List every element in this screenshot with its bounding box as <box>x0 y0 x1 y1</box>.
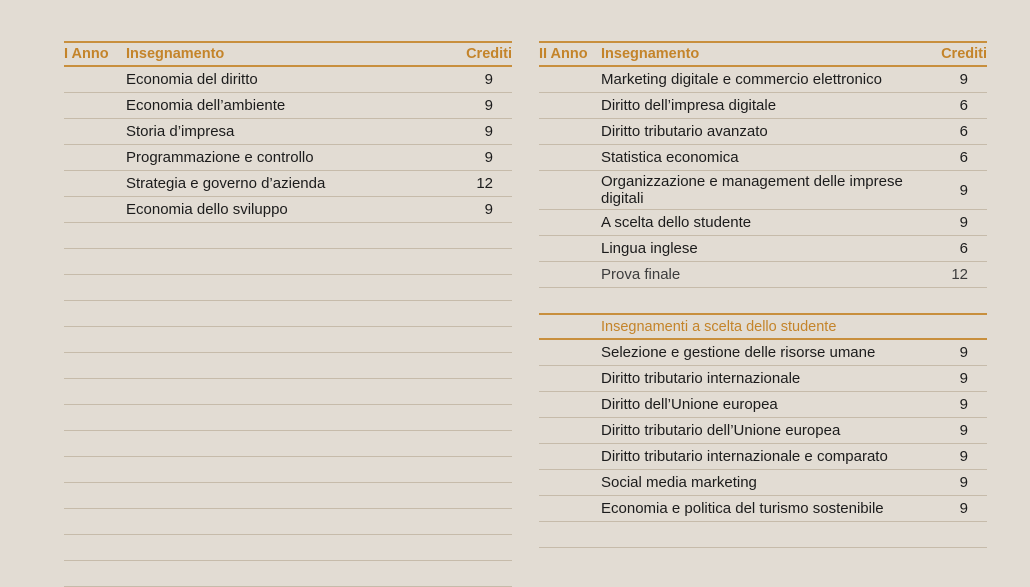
empty-row <box>64 249 512 275</box>
course-credits: 9 <box>484 71 493 88</box>
empty-row <box>64 223 512 249</box>
course-name: Statistica economica <box>601 149 739 166</box>
table-row <box>539 340 987 366</box>
course-name: Strategia e governo d’azienda <box>126 175 326 192</box>
course-credits: 9 <box>959 396 968 413</box>
empty-row <box>64 535 512 561</box>
course-name: Programmazione e controllo <box>126 149 314 166</box>
electives-title: Insegnamenti a scelta dello studente <box>601 318 837 335</box>
course-header: Insegnamento <box>601 46 700 62</box>
course-name: Diritto tributario internazionale <box>601 370 801 387</box>
table-row <box>64 93 512 119</box>
course-credits: 9 <box>484 123 493 140</box>
empty-row <box>64 509 512 535</box>
table-row <box>539 171 987 210</box>
course-name: Prova finale <box>601 266 681 283</box>
year-label: II Anno <box>539 46 588 62</box>
first-year-table <box>64 41 512 587</box>
year-label: I Anno <box>64 46 109 62</box>
table-row <box>539 366 987 392</box>
course-credits: 6 <box>959 123 968 140</box>
course-credits: 9 <box>484 201 493 218</box>
empty-row <box>64 327 512 353</box>
course-credits: 9 <box>959 448 968 465</box>
course-name: Economia dell’ambiente <box>126 97 286 114</box>
empty-row <box>64 379 512 405</box>
empty-row <box>64 561 512 587</box>
empty-row <box>64 431 512 457</box>
course-credits: 6 <box>959 149 968 166</box>
credits-header: Crediti <box>941 46 987 62</box>
empty-row <box>64 457 512 483</box>
table-row <box>64 197 512 223</box>
course-credits: 9 <box>959 344 968 361</box>
table-row <box>539 210 987 236</box>
course-name: Economia del diritto <box>126 71 258 88</box>
table-row <box>539 392 987 418</box>
table-row <box>539 93 987 119</box>
table-row <box>539 418 987 444</box>
electives-header <box>539 313 987 340</box>
course-credits: 12 <box>951 266 968 283</box>
course-credits: 9 <box>959 500 968 517</box>
course-name: Economia e politica del turismo sostenibile <box>601 500 884 517</box>
empty-row <box>64 353 512 379</box>
table-row <box>539 145 987 171</box>
table-row <box>64 171 512 197</box>
course-name: Organizzazione e management delle imprese digitali <box>601 173 903 207</box>
course-credits: 6 <box>959 240 968 257</box>
empty-row <box>64 405 512 431</box>
course-name: Social media marketing <box>601 474 757 491</box>
empty-row <box>539 522 987 548</box>
table-row <box>539 67 987 93</box>
course-credits: 9 <box>959 181 968 199</box>
course-name: Storia d’impresa <box>126 123 235 140</box>
course-credits: 9 <box>484 97 493 114</box>
course-name: Diritto tributario avanzato <box>601 123 768 140</box>
first-year-header <box>64 41 512 67</box>
course-credits: 6 <box>959 97 968 114</box>
course-credits: 9 <box>959 214 968 231</box>
course-name: Diritto dell’impresa digitale <box>601 97 777 114</box>
table-row <box>539 496 987 522</box>
course-name: Diritto tributario dell’Unione europea <box>601 422 841 439</box>
table-row <box>539 236 987 262</box>
course-name: A scelta dello studente <box>601 214 752 231</box>
course-name: Lingua inglese <box>601 240 698 257</box>
course-name: Economia dello sviluppo <box>126 201 288 218</box>
course-credits: 9 <box>959 474 968 491</box>
course-credits: 12 <box>476 175 493 192</box>
table-row <box>539 470 987 496</box>
empty-row <box>64 275 512 301</box>
empty-row <box>64 483 512 509</box>
course-name: Diritto dell’Unione europea <box>601 396 778 413</box>
course-credits: 9 <box>959 422 968 439</box>
second-year-table <box>539 41 987 548</box>
table-row <box>64 67 512 93</box>
course-name: Selezione e gestione delle risorse umane <box>601 344 876 361</box>
table-row <box>539 262 987 288</box>
empty-row <box>64 301 512 327</box>
course-credits: 9 <box>484 149 493 166</box>
table-row <box>64 145 512 171</box>
table-row <box>539 444 987 470</box>
credits-header: Crediti <box>466 46 512 62</box>
course-credits: 9 <box>959 71 968 88</box>
second-year-header <box>539 41 987 67</box>
table-row <box>64 119 512 145</box>
course-header: Insegnamento <box>126 46 225 62</box>
course-name: Marketing digitale e commercio elettronico <box>601 71 882 88</box>
table-row <box>539 119 987 145</box>
course-credits: 9 <box>959 370 968 387</box>
course-name: Diritto tributario internazionale e comparato <box>601 448 888 465</box>
